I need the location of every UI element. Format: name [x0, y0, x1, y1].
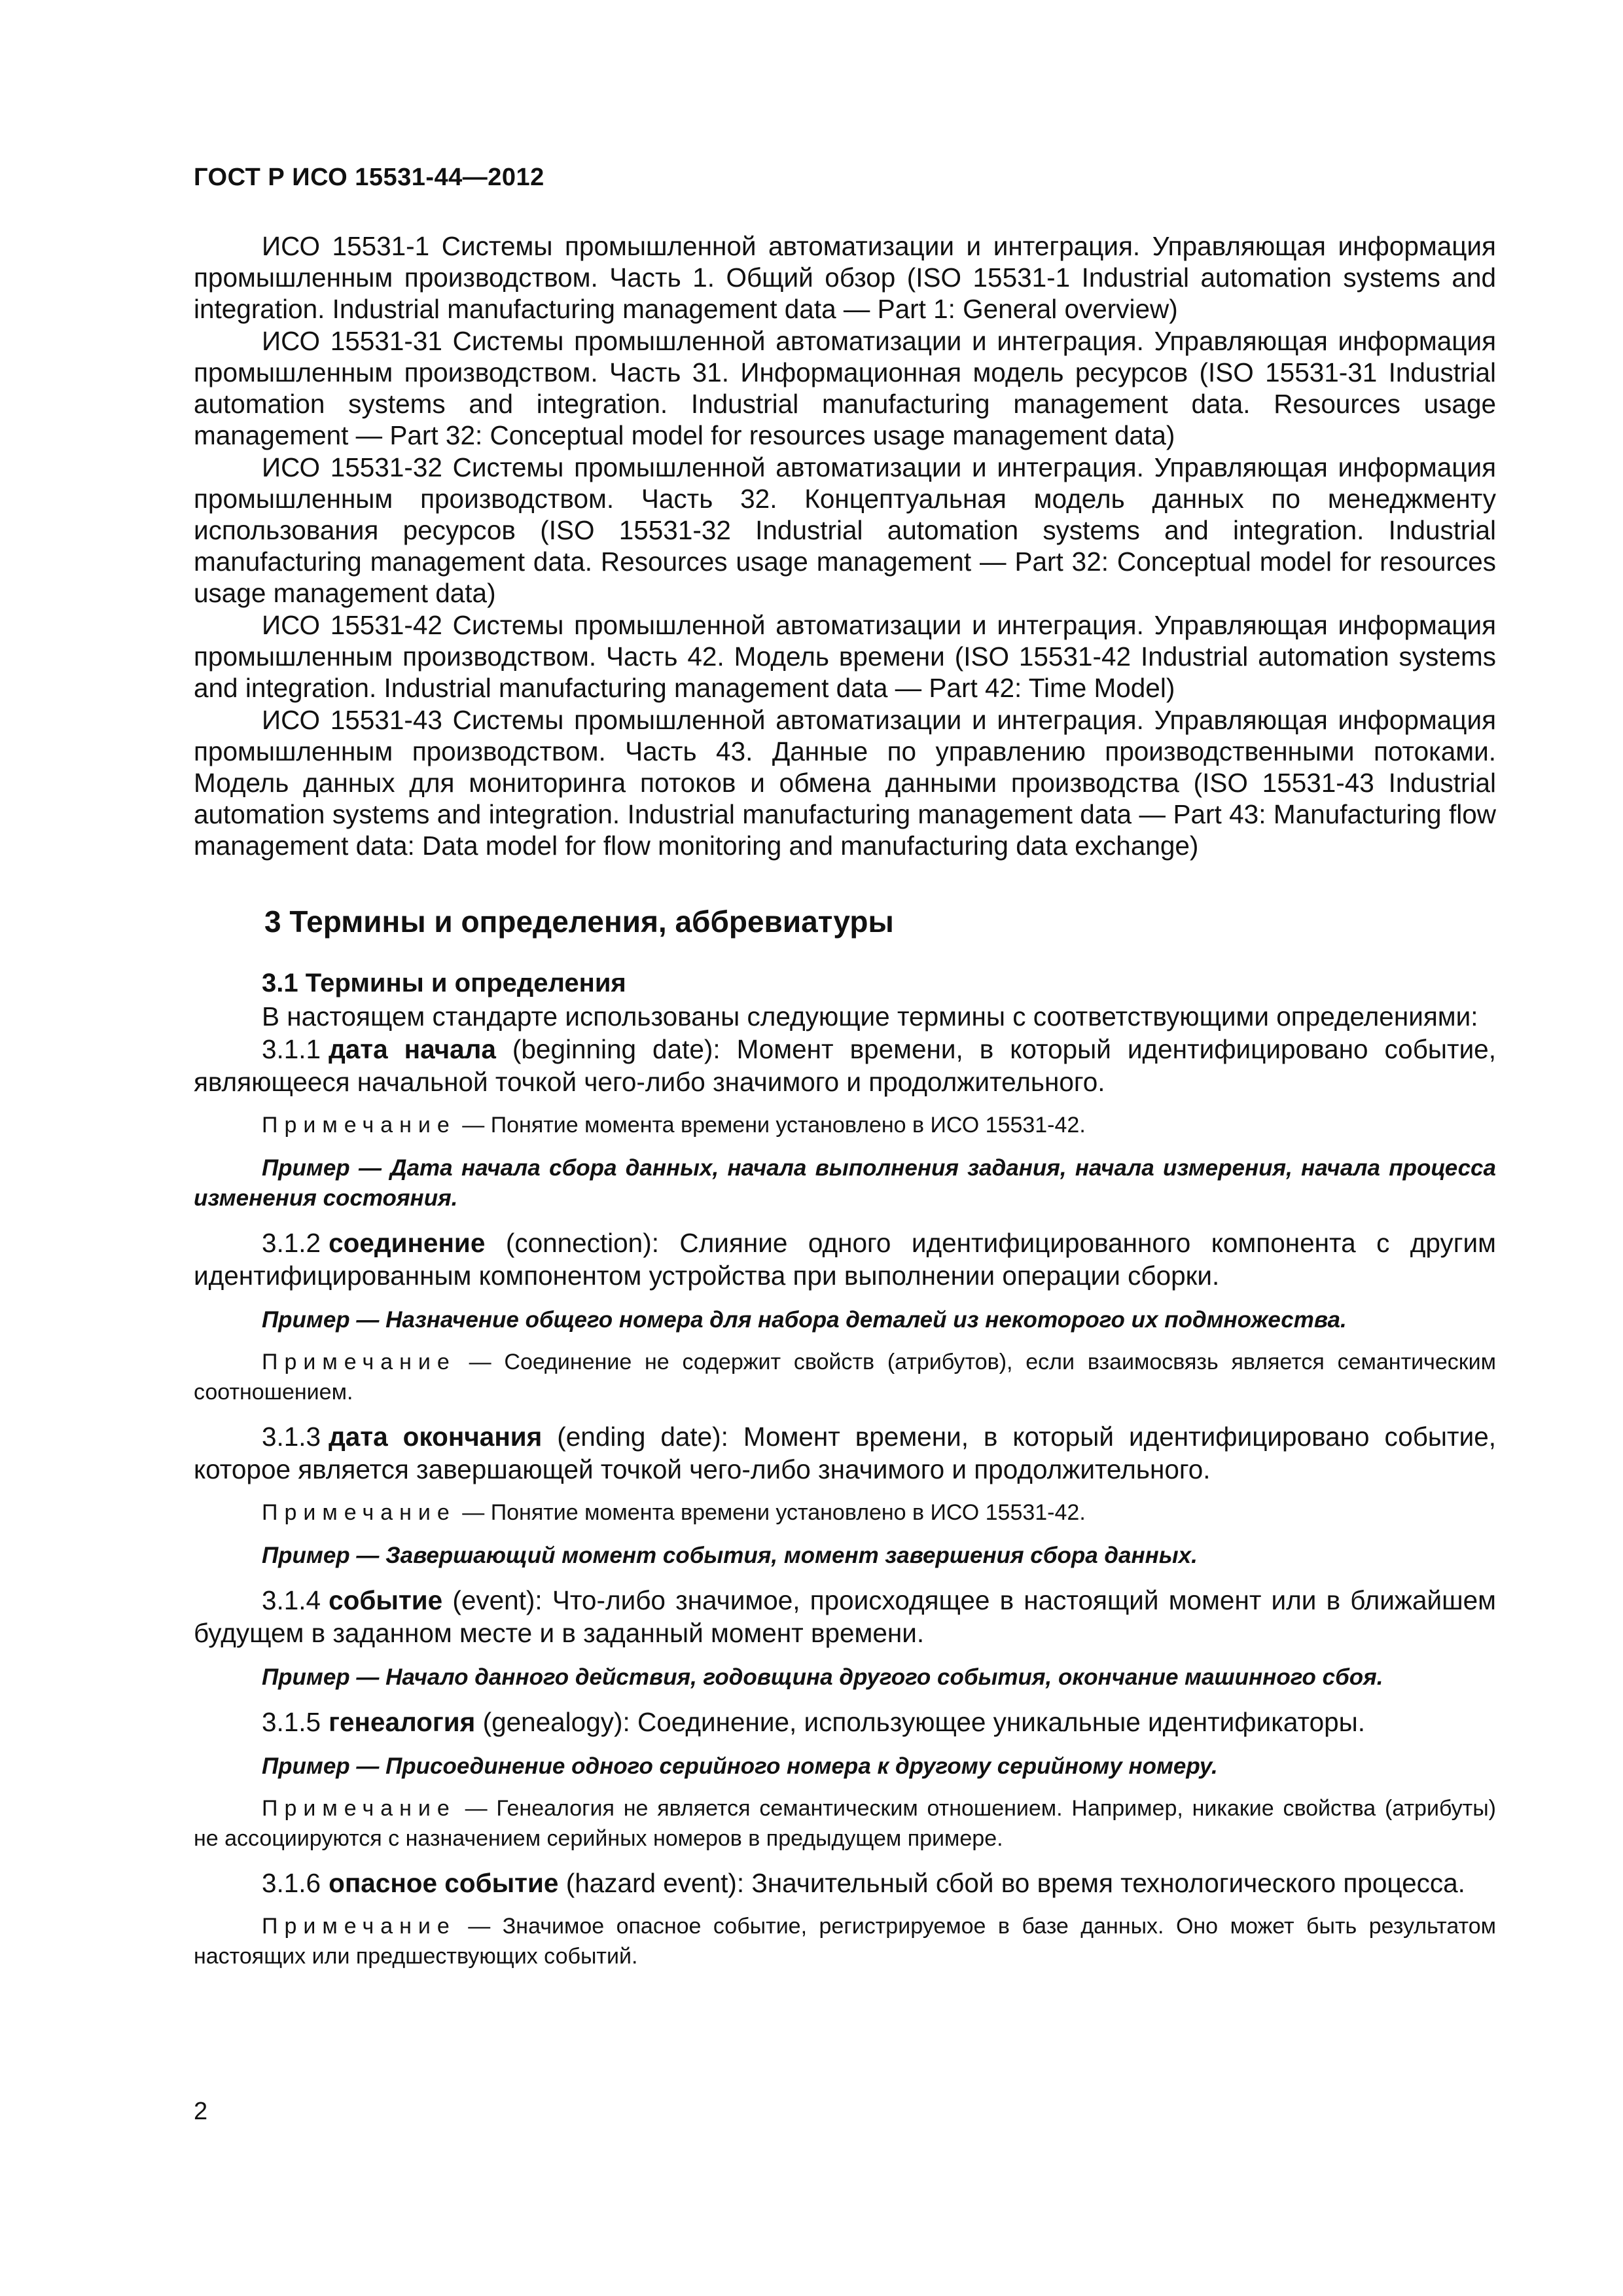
term-name: генеалогия [329, 1707, 476, 1737]
term-number: 3.1.5 [262, 1707, 321, 1737]
term-text: (ending date): Момент времени, в который идентифицировано событие, которое является завершающей точкой чего-либо значимого и продолжительного. [194, 1422, 1496, 1484]
reference-item: ИСО 15531-1 Системы промышленной автоматизации и интеграция. Управляющая информация промышленным производством. Часть 1. Общий обзор (ISO 15531-1 Industrial automation systems and integration. Industrial manufacturing management data — Part 1: General overview) [194, 231, 1496, 324]
term-definition [194, 1033, 1496, 1098]
example: Пример — Дата начала сбора данных, начала выполнения задания, начала измерения, начала процесса изменения состояния. [194, 1155, 1496, 1211]
term-name: событие [329, 1585, 443, 1615]
reference-item: ИСО 15531-42 Системы промышленной автоматизации и интеграция. Управляющая информация промышленным производством. Часть 42. Модель времени (ISO 15531-42 Industrial automation systems and integration. Industrial manufacturing management data — Part 42: Time Model) [194, 610, 1496, 703]
term-definition [194, 1867, 1496, 1899]
page-number: 2 [194, 2098, 208, 2125]
term-name: дата окончания [329, 1422, 543, 1452]
reference-item: ИСО 15531-43 Системы промышленной автоматизации и интеграция. Управляющая информация промышленным производством. Часть 43. Данные по управлению производственными потоками. Модель данных для мониторинга потоков и обмена данными производства (ISO 15531-43 Industrial automation systems and integration. Industrial manufacturing management data — Part 43: Manufacturing flow management data: Data model for flow monitoring and manufacturing data exchange) [194, 705, 1496, 861]
term-text: (connection): Слияние одного идентифицированного компонента с другим идентифицированным компонентом устройства при выполнении операции сборки. [194, 1228, 1496, 1291]
page-content [194, 230, 1496, 1971]
term-number: 3.1.4 [262, 1585, 321, 1615]
subsection-intro: В настоящем стандарте использованы следующие термины с соответствующими определениями: [262, 1001, 1478, 1031]
document-header: ГОСТ Р ИСО 15531-44—2012 [194, 164, 544, 191]
note-text: — Значимое опасное событие, регистрируемое в базе данных. Оно может быть результатом настоящих или предшествующих событий. [194, 1914, 1496, 1969]
note-text: — Генеалогия не является семантическим отношением. Например, никакие свойства (атрибуты) не ассоциируются с назначением серийных номеров в предыдущем примере. [194, 1796, 1497, 1851]
note [194, 1498, 1496, 1528]
note-label: Примечание [262, 1914, 456, 1939]
note-text: — Понятие момента времени установлено в ИСО 15531-42. [462, 1113, 1086, 1138]
term-text: (hazard event): Значительный сбой во время технологического процесса. [565, 1868, 1465, 1898]
example: Пример — Начало данного действия, годовщина другого события, окончание машинного сбоя. [262, 1664, 1383, 1690]
note-label: Примечание [262, 1796, 456, 1821]
term-name: опасное событие [329, 1868, 559, 1898]
section-title: 3 Термины и определения, аббревиатуры [264, 905, 894, 939]
subsection-title: 3.1 Термины и определения [262, 969, 626, 997]
note-label: Примечание [262, 1500, 456, 1525]
term-number: 3.1.2 [262, 1228, 321, 1258]
term-number: 3.1.3 [262, 1422, 321, 1452]
note [194, 1793, 1496, 1854]
term-definition [194, 1227, 1496, 1292]
term-text: (genealogy): Соединение, использующее уникальные идентификаторы. [482, 1707, 1365, 1737]
example: Пример — Назначение общего номера для набора деталей из некоторого их подмножества. [262, 1307, 1347, 1333]
example: Пример — Присоединение одного серийного номера к другому серийному номеру. [262, 1753, 1218, 1779]
reference-item: ИСО 15531-31 Системы промышленной автоматизации и интеграция. Управляющая информация промышленным производством. Часть 31. Информационная модель ресурсов (ISO 15531-31 Industrial automation systems and integration. Industrial manufacturing management data. Resources usage management — Part 32: Conceptual model for resources usage management data) [194, 326, 1496, 450]
term-text: (beginning date): Момент времени, в который идентифицировано событие, являющееся начальной точкой чего-либо значимого и продолжительного. [194, 1034, 1496, 1097]
reference-item: ИСО 15531-32 Системы промышленной автоматизации и интеграция. Управляющая информация промышленным производством. Часть 32. Концептуальная модель данных по менеджменту использования ресурсов (ISO 15531-32 Industrial automation systems and integration. Industrial manufacturing management data. Resources usage management — Part 32: Conceptual model for resources usage management data) [194, 452, 1496, 608]
term-number: 3.1.1 [262, 1034, 321, 1064]
note [194, 1347, 1496, 1407]
term-number: 3.1.6 [262, 1868, 321, 1898]
example: Пример — Завершающий момент события, момент завершения сбора данных. [262, 1543, 1198, 1568]
note-text: — Соединение не содержит свойств (атрибутов), если взаимосвязь является семантическим соотношением. [194, 1350, 1496, 1405]
note [194, 1911, 1496, 1971]
note-label: Примечание [262, 1113, 456, 1138]
note [194, 1110, 1496, 1140]
term-text: (event): Что-либо значимое, происходящее в настоящий момент или в ближайшем будущем в заданном месте и в заданный момент времени. [194, 1585, 1496, 1648]
note-label: Примечание [262, 1350, 456, 1374]
term-name: соединение [329, 1228, 486, 1258]
note-text: — Понятие момента времени установлено в ИСО 15531-42. [462, 1500, 1086, 1525]
term-definition [194, 1420, 1496, 1486]
term-definition [194, 1706, 1496, 1738]
term-name: дата начала [329, 1034, 496, 1064]
term-definition [194, 1584, 1496, 1649]
